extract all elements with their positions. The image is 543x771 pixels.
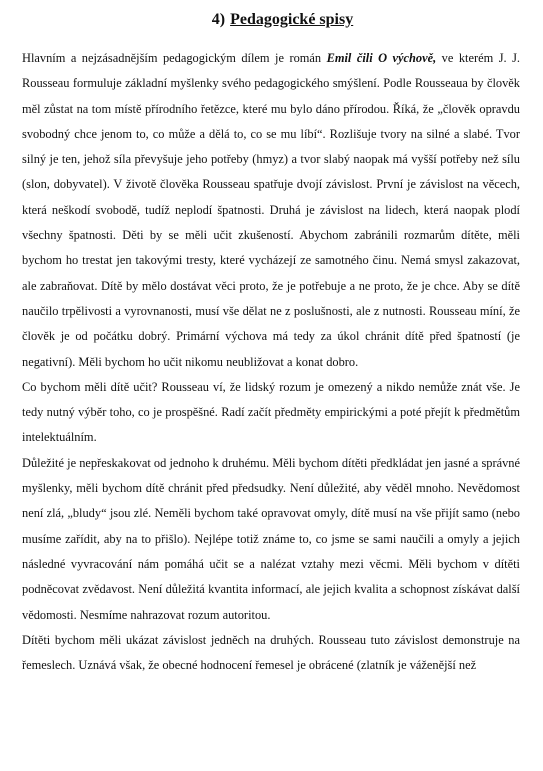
- paragraph-text: ve kterém J. J. Rousseau formuluje základní myšlenky svého pedagogického smýšlení. Podle Rousseaua by člověk měl zůstat na tom místě přírodního řetězce, které mu bylo dáno přírodou. Říká, že „člověk opravdu svobodný chce jenom to, co může a dělá to, co se mu líbí“. Rozlišuje tvory na silné a slabé. Tvor silný je ten, jehož síla převyšuje jeho potřeby (hmyz) a tvor slabý naopak má vyšší potřeby než sílu (slon, dobyvatel). V životě člověka Rousseau spatřuje dvojí závislost. První je závislost na věcech, která neškodí svobodě, tudíž neplodí špatnosti. Druhá je závislost na lidech, která naopak plodí všechny špatnosti. Děti by se měli učit zkušeností. Abychom zabránili rozmarům dítěte, měli bychom ho trestat jen takovými tresty, které vycházejí ze samotného činu. Nemá smysl zakazovat, ale zabraňovat. Dítě by mělo dostávat věci proto, že je potřebuje a ne proto, že je chce. Aby se dítě naučilo trpělivosti a vyrovnanosti, musí vše dělat ne z poslušnosti, ale z nutnosti. Rousseau míní, že člověk je od počátku dobrý. Primární výchova má tedy za úkol chránit dítě před špatností (je negativní). Měli bychom ho učit nikomu neubližovat a konat dobro.: [22, 51, 520, 369]
- book-title-emphasis: Emil čili O výchově,: [326, 51, 437, 65]
- section-number: 4): [211, 11, 226, 28]
- body-text: [22, 46, 520, 678]
- section-title: Pedagogické spisy: [230, 11, 354, 28]
- paragraph: Důležité je nepřeskakovat od jednoho k druhému. Měli bychom dítěti předkládat jen jasné a správné myšlenky, měli bychom dítě chránit před předsudky. Není důležité, aby věděl mnoho. Nevědomost není zlá, „bludy“ jsou zlé. Neměli bychom také opravovat omyly, dítě musí na vše přijít samo (nebo musíme zařídit, aby na to přišlo). Nejlépe totiž známe to, co jsme se sami naučili a omyly a jejich následné vyvracování nám pomáhá učit se a nalézat vztahy mezi věcmi. Měli bychom v dítěti podněcovat zvědavost. Není důležitá kvantita informací, ale jejich kvalita a schopnost získávat další vědomosti. Nesmíme nahrazovat rozum autoritou.: [22, 455, 520, 622]
- paragraph-text: Hlavním a nejzásadnějším pedagogickým dílem je román: [22, 51, 327, 65]
- paragraph: Dítěti bychom měli ukázat závislost jedněch na druhých. Rousseau tuto závislost demonstruje na řemeslech. Uznává však, že obecné hodnocení řemesel je obrácené (zlatník je váženější než: [22, 632, 520, 673]
- paragraph: [22, 46, 520, 375]
- paragraph: Co bychom měli dítě učit? Rousseau ví, že lidský rozum je omezený a nikdo nemůže znát vše. Je tedy nutný výběr toho, co je prospěšné. Radí začít předměty empirickými a poté přejít k předmětům intelektuálním.: [22, 379, 520, 445]
- section-heading: [0, 9, 543, 31]
